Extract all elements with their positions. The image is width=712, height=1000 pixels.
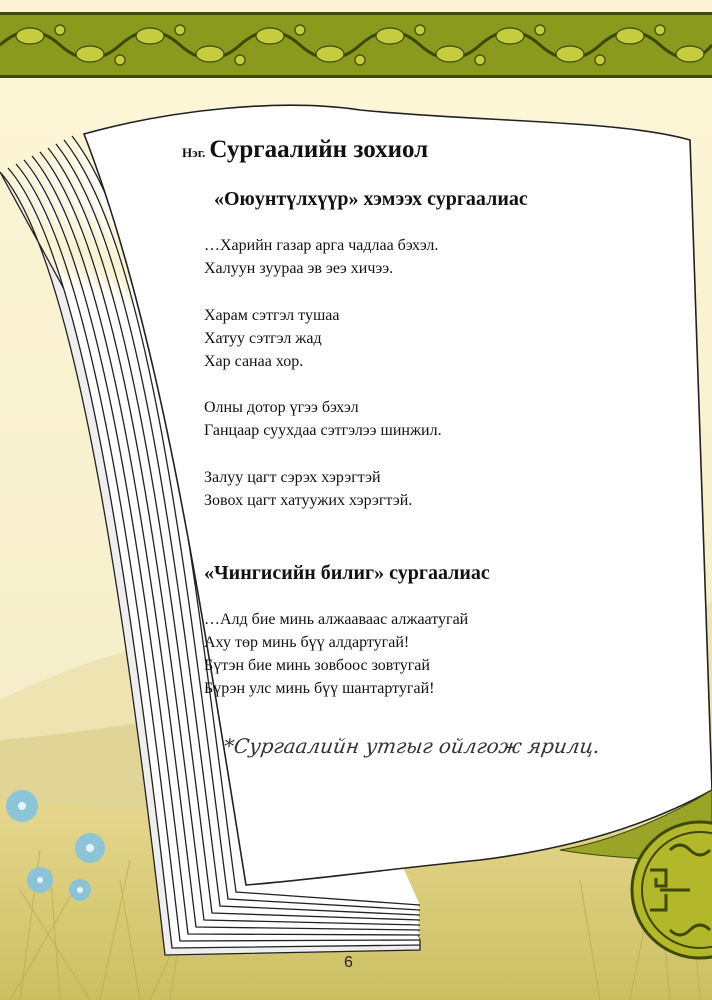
verse-line: Хатуу сэтгэл жад	[204, 330, 322, 347]
verse-line: Олны дотор үгээ бэхэл	[204, 399, 359, 416]
exercise-note: *Сургаалийн утгыг ойлгож ярилц.	[222, 734, 602, 758]
verse-line: …Алд бие минь алжаавааc алжаатугай	[204, 611, 469, 628]
chapter-title: Сургаалийн зохиол	[209, 136, 429, 163]
verse-line: Бүтэн бие минь зовбоос зовтугай	[204, 657, 430, 674]
chapter-heading	[182, 136, 428, 164]
stanza	[204, 304, 339, 373]
chapter-number: Нэг.	[182, 145, 206, 160]
verse-line: Халуун зуураа эв эеэ хичээ.	[204, 260, 394, 277]
verse-line: Залуу цагт сэрэх хэрэгтэй	[204, 469, 381, 486]
stanza	[204, 608, 468, 700]
stanza	[204, 466, 412, 512]
verse-line: Бүрэн улс минь бүү шантартугай!	[204, 680, 435, 697]
stanza	[204, 234, 438, 280]
verse-line: Хар санаа хор.	[204, 353, 304, 370]
verse-line: …Харийн газар арга чадлаа бэхэл.	[204, 237, 439, 254]
verse-line: Аху төр минь бүү алдартугай!	[204, 634, 410, 651]
section-title: «Чингисийн билиг» сургаалиас	[204, 562, 490, 584]
stanza	[204, 396, 442, 442]
verse-line: Ганцаар суухдаа сэтгэлээ шинжил.	[204, 422, 442, 439]
section-title: «Оюунтүлхүүр» хэмээх сургаалиас	[214, 188, 528, 210]
verse-line: Харам сэтгэл тушаа	[204, 307, 340, 324]
verse-line: Зовох цагт хатуужих хэрэгтэй.	[204, 492, 413, 509]
page-number: 6	[344, 954, 353, 971]
